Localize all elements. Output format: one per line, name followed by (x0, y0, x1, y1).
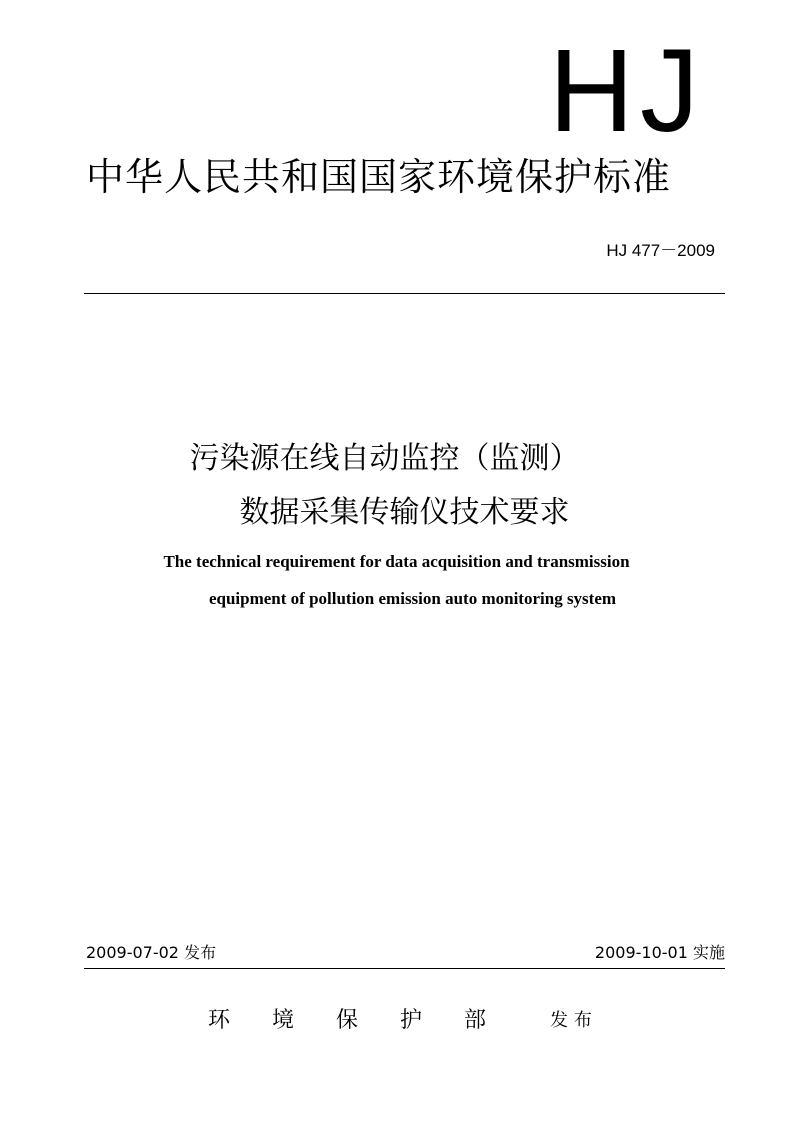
standard-logo: HJ (548, 25, 705, 157)
national-standard-title: 中华人民共和国国家环境保护标准 (86, 155, 672, 199)
document-title-en-line-2: equipment of pollution emission auto monitoring system (208, 589, 617, 608)
implementation-date: 2009-10-01 实施 (594, 943, 725, 962)
document-title-cn-line-2: 数据采集传输仪技术要求 (239, 495, 570, 530)
footer-divider (84, 968, 725, 969)
document-title-cn-line-1: 污染源在线自动监控（监测） (189, 441, 580, 476)
standard-number: HJ 477－2009 (606, 241, 715, 260)
issue-date: 2009-07-02 发布 (86, 943, 217, 962)
document-title-en-line-1: The technical requirement for data acquisition and transmission (163, 552, 630, 571)
publish-label: 发布 (550, 1010, 598, 1031)
header-divider (84, 293, 725, 294)
publisher-name: 环境保护部 (208, 1008, 529, 1033)
